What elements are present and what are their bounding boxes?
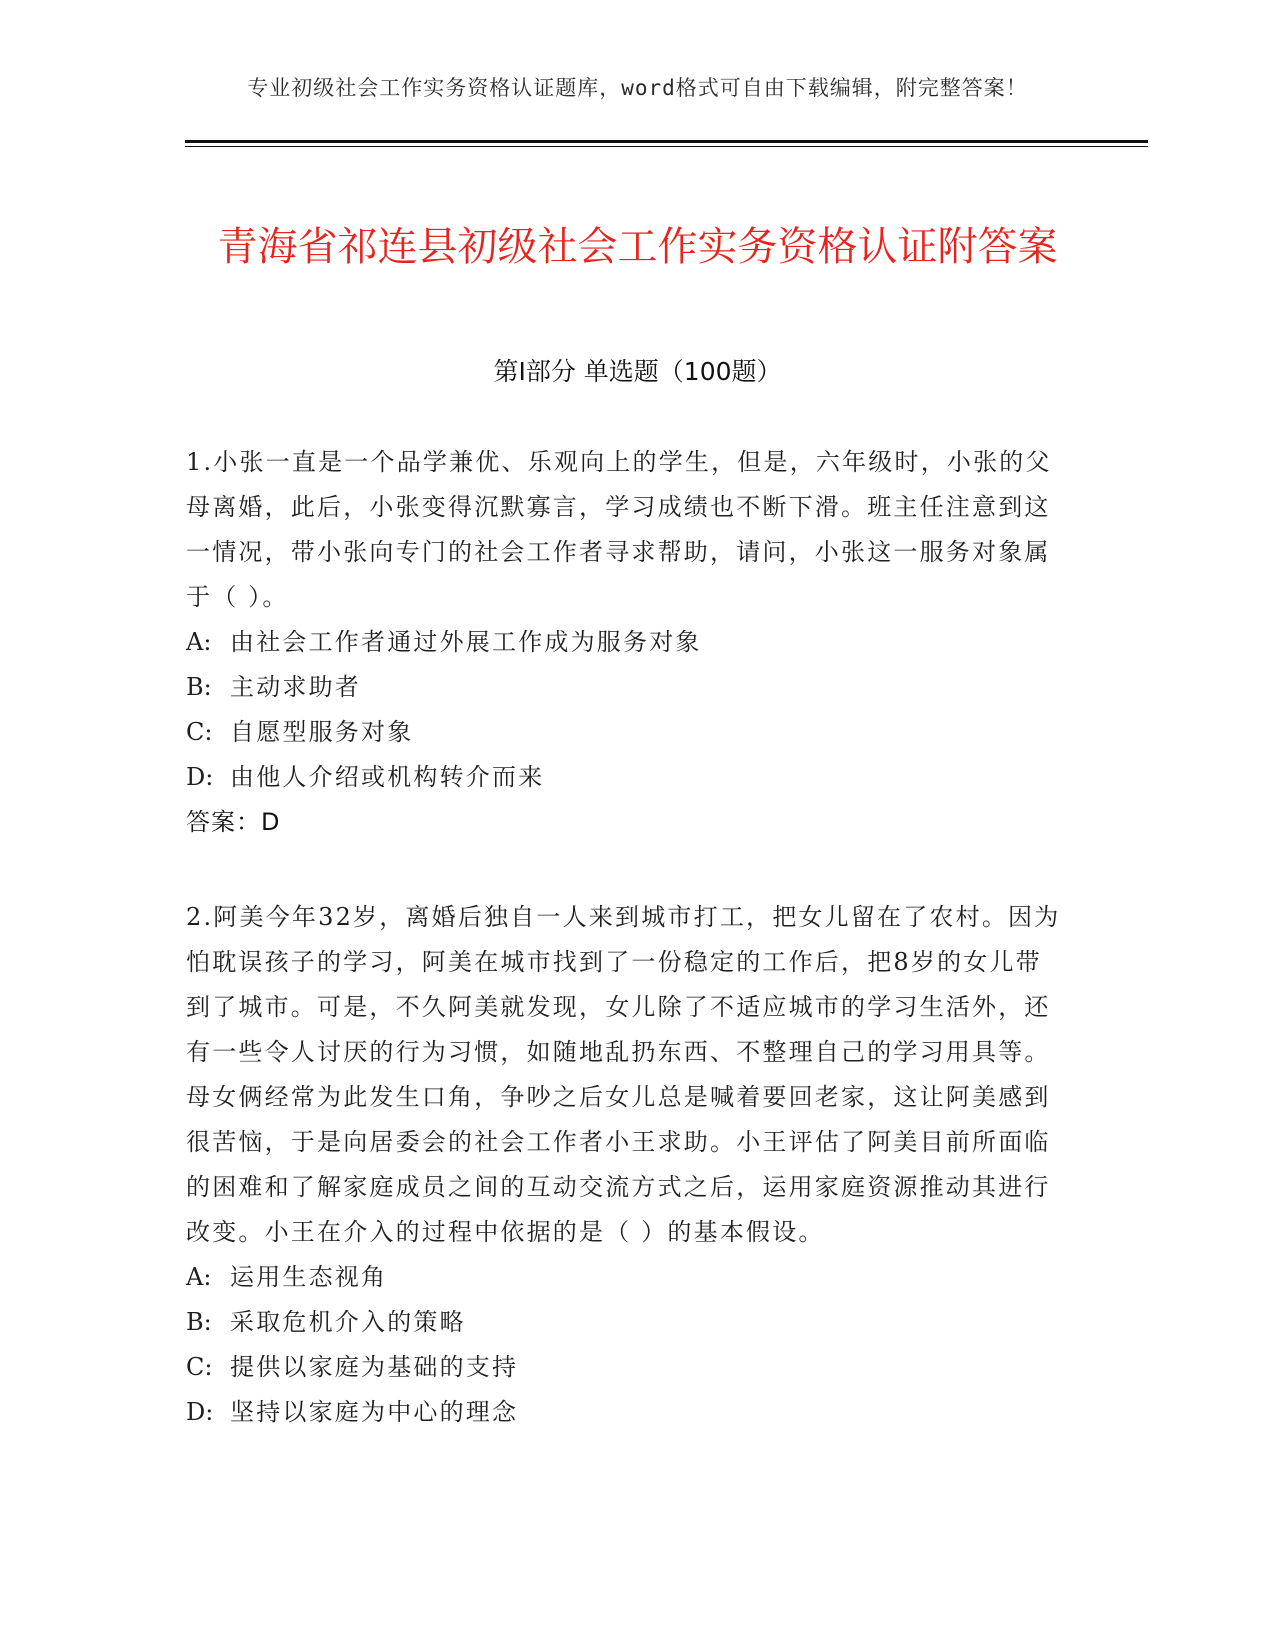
option-key: D:: [186, 763, 214, 791]
option-a: [186, 1255, 1066, 1300]
option-key: C:: [186, 1353, 213, 1381]
option-key: A:: [186, 1263, 212, 1291]
option-d: [186, 755, 1066, 800]
option-text: 采取危机介入的策略: [230, 1308, 466, 1336]
header-divider-thin: [185, 146, 1148, 147]
answer: 答案：D: [186, 808, 281, 836]
header-divider-thick: [185, 140, 1148, 143]
option-text: 由他人介绍或机构转介而来: [230, 763, 545, 791]
option-key: B:: [186, 1308, 212, 1336]
option-text: 运用生态视角: [230, 1263, 388, 1291]
option-a: [186, 620, 1066, 665]
option-text: 坚持以家庭为中心的理念: [230, 1398, 519, 1426]
option-text: 主动求助者: [230, 673, 361, 701]
option-text: 自愿型服务对象: [230, 718, 414, 746]
option-b: [186, 665, 1066, 710]
option-key: A:: [186, 628, 212, 656]
option-text: 提供以家庭为基础的支持: [230, 1353, 519, 1381]
option-c: [186, 1345, 1066, 1390]
page-header: 专业初级社会工作实务资格认证题库，word格式可自由下载编辑，附完整答案！: [247, 76, 1028, 100]
document-title: 青海省祁连县初级社会工作实务资格认证附答案: [217, 223, 1058, 270]
option-b: [186, 1300, 1066, 1345]
option-text: 由社会工作者通过外展工作成为服务对象: [230, 628, 702, 656]
question-1: [186, 440, 1066, 845]
question-text: 1.小张一直是一个品学兼优、乐观向上的学生，但是，六年级时，小张的父母离婚，此后，小张变得沉默寡言，学习成绩也不断下滑。班主任注意到这一情况，带小张向专门的社会工作者寻求帮助，请问，小张这一服务对象属于（ ）。: [186, 448, 1052, 611]
section-title: 第Ⅰ部分 单选题（100题）: [493, 357, 782, 386]
option-c: [186, 710, 1066, 755]
question-text: 2.阿美今年32岁，离婚后独自一人来到城市打工，把女儿留在了农村。因为怕耽误孩子的学习，阿美在城市找到了一份稳定的工作后，把8岁的女儿带到了城市。可是，不久阿美就发现，女儿除了不适应城市的学习生活外，还有一些令人讨厌的行为习惯，如随地乱扔东西、不整理自己的学习用具等。母女俩经常为此发生口角，争吵之后女儿总是喊着要回老家，这让阿美感到很苦恼，于是向居委会的社会工作者小王求助。小王评估了阿美目前所面临的困难和了解家庭成员之间的互动交流方式之后，运用家庭资源推动其进行改变。小王在介入的过程中依据的是（ ）的基本假设。: [186, 903, 1061, 1246]
option-key: D:: [186, 1398, 214, 1426]
option-key: B:: [186, 673, 212, 701]
option-d: [186, 1390, 1066, 1435]
option-key: C:: [186, 718, 213, 746]
question-2: [186, 895, 1066, 1435]
